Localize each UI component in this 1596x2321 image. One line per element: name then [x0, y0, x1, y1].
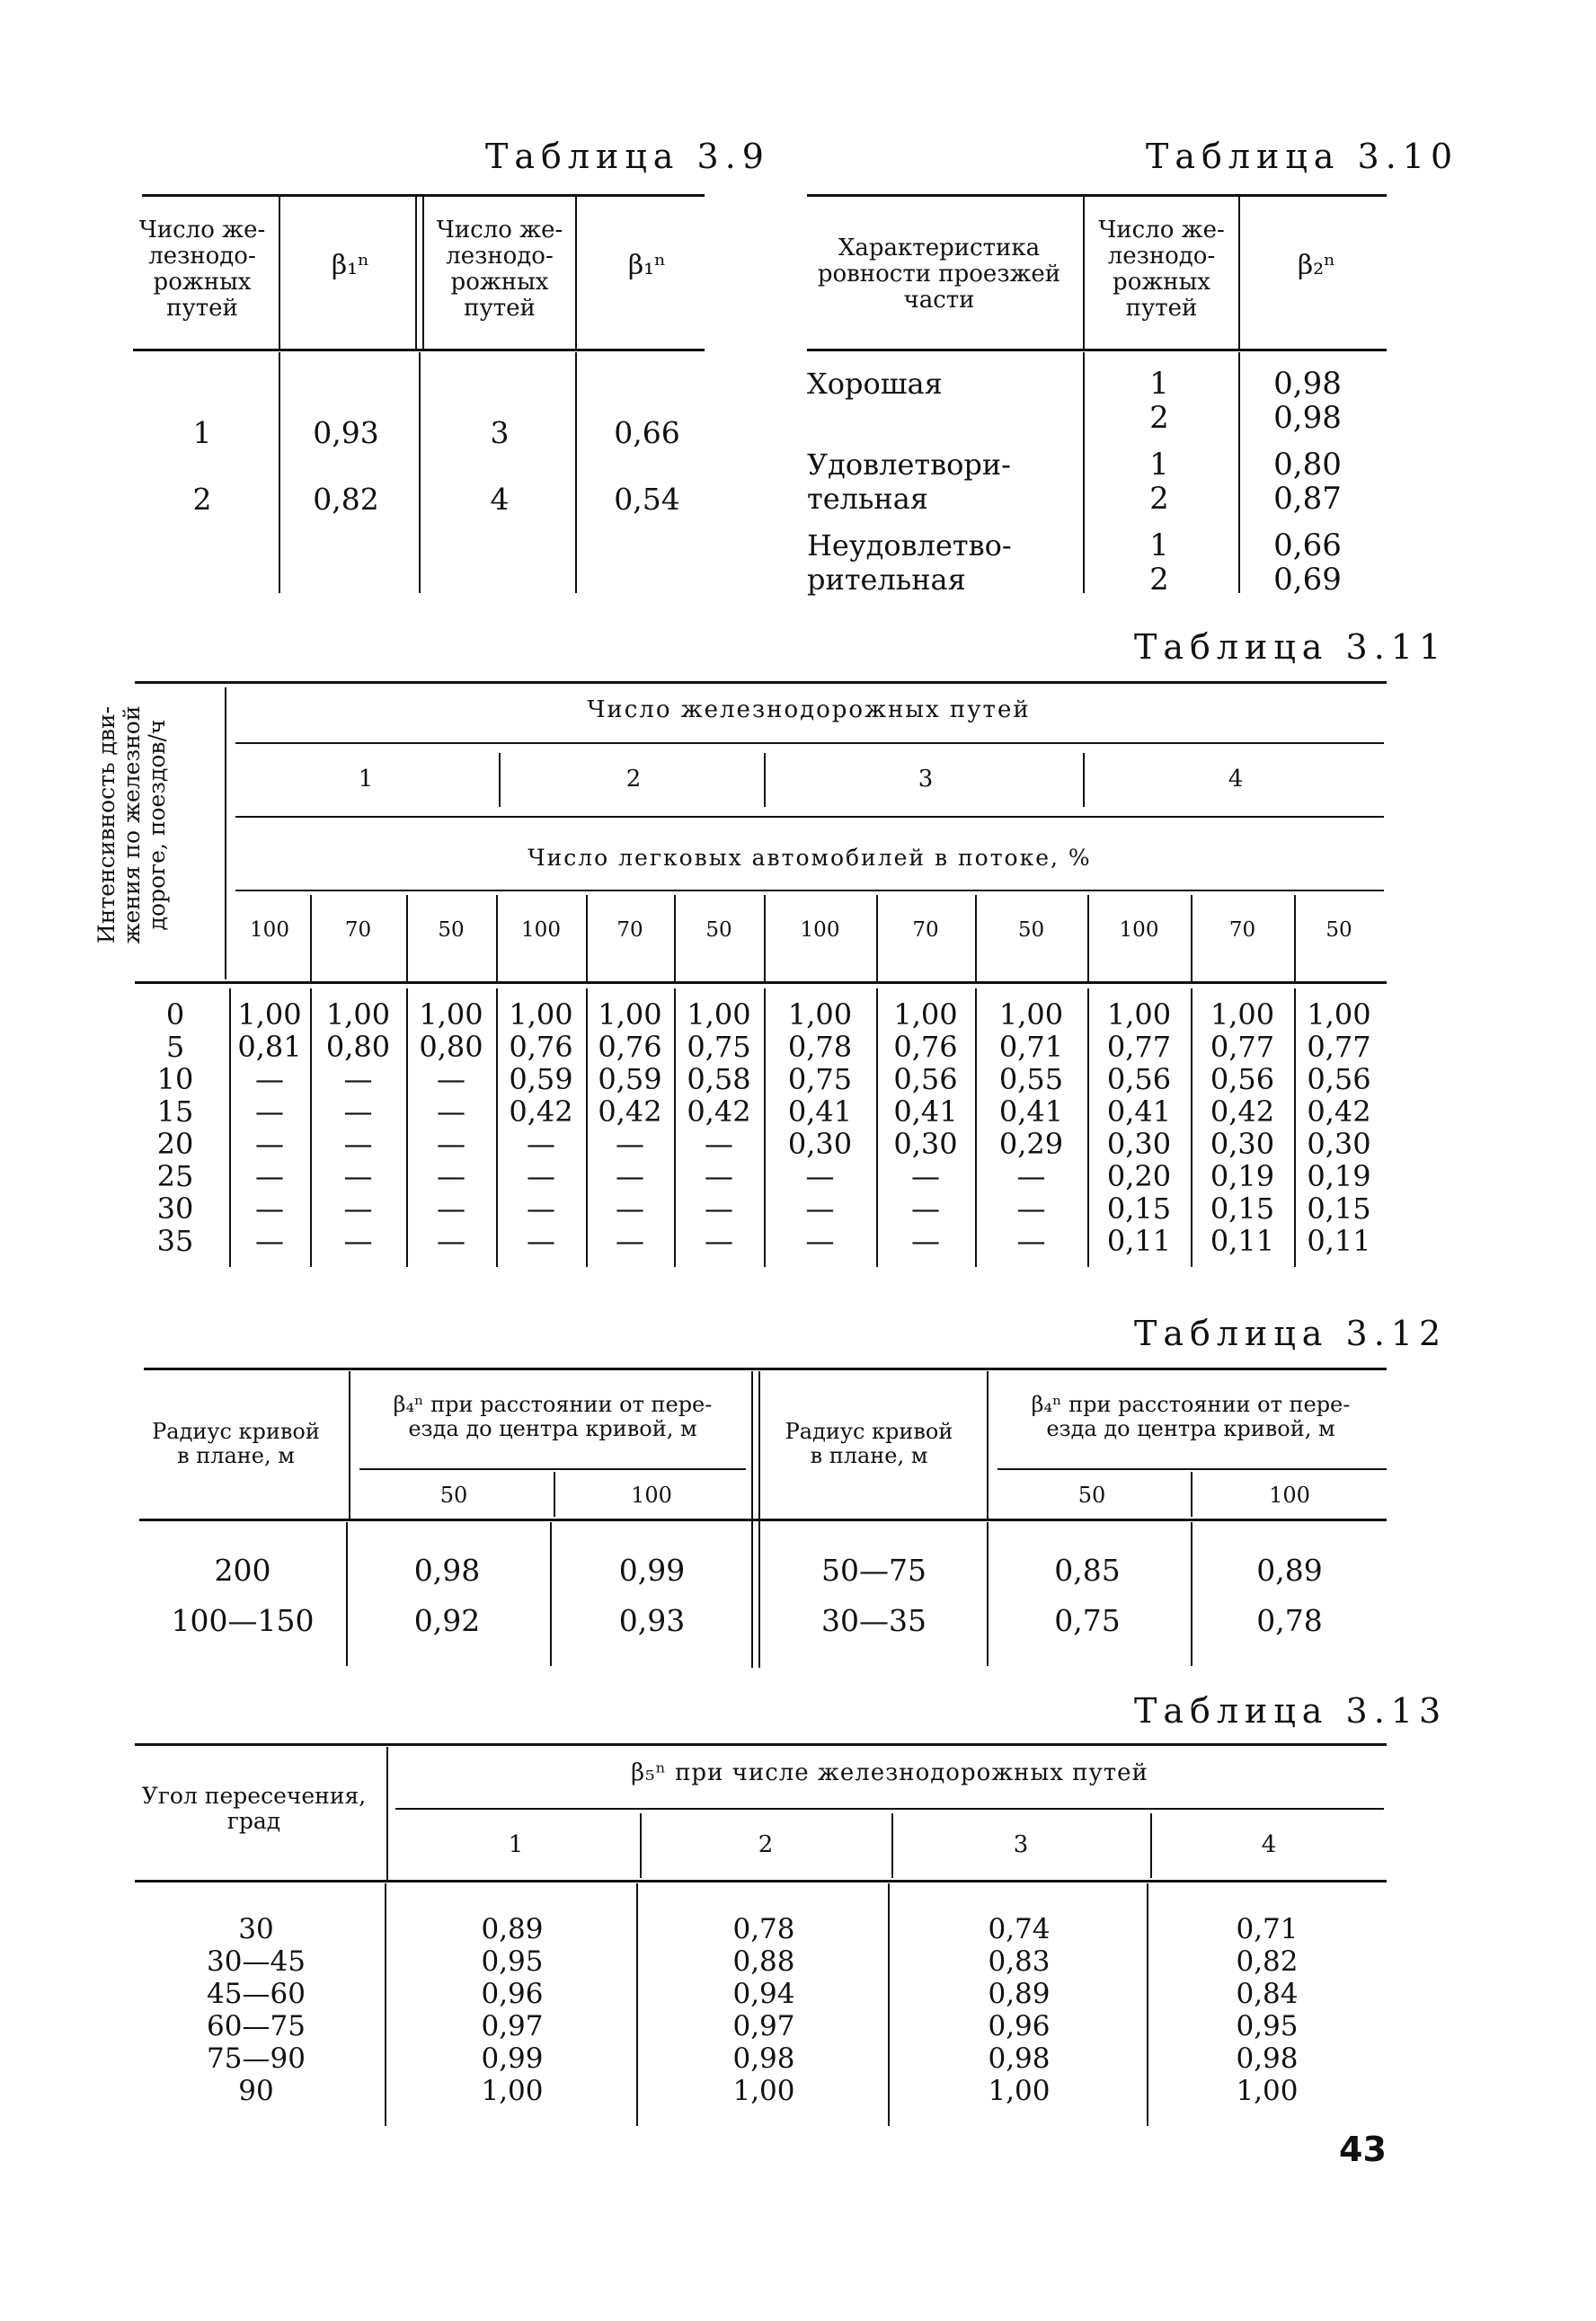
beta-value: 0,99: [618, 1553, 686, 1588]
intensity-value: 30: [156, 1192, 194, 1226]
beta-value: 0,66: [1273, 527, 1342, 563]
rule: [1083, 352, 1085, 593]
beta-value: 1,00: [1236, 2075, 1299, 2107]
beta-value: 1,00: [481, 2075, 544, 2107]
rule: [1191, 1522, 1193, 1666]
beta-value: 0,92: [413, 1603, 481, 1638]
rule: [419, 352, 421, 593]
rule: [1238, 196, 1240, 349]
cell-value: —: [255, 1159, 284, 1193]
beta-value: 0,88: [732, 1945, 795, 1978]
beta-value: 0,74: [988, 1913, 1051, 1945]
col-beta-header: β₅ⁿ при числе железнодорожных путей: [631, 1759, 1148, 1786]
cell-value: —: [616, 1159, 644, 1193]
rule: [499, 753, 501, 807]
cell-value: 1,00: [419, 997, 483, 1032]
rule: [975, 988, 977, 1267]
radius-value: 50—75: [821, 1553, 927, 1588]
cell-value: 0,15: [1307, 1192, 1371, 1226]
cell-value: 0,77: [1106, 1030, 1172, 1064]
rule: [1083, 196, 1085, 349]
car-share-header: 70: [1228, 918, 1256, 942]
car-share-header: 70: [616, 918, 643, 942]
beta-value: 0,98: [1236, 2042, 1299, 2075]
cell-value: —: [1016, 1159, 1046, 1193]
beta-value: 0,78: [732, 1913, 795, 1945]
tracks-value: 4: [490, 482, 510, 517]
rule: [235, 890, 1384, 891]
beta-value: 0,97: [732, 2010, 795, 2042]
beta-value: 0,99: [481, 2042, 544, 2075]
cell-value: —: [437, 1062, 466, 1096]
cars-header: Число легковых автомобилей в потоке, %: [528, 845, 1092, 871]
rule: [496, 895, 498, 981]
rule: [386, 1747, 388, 1880]
beta-value: 0,82: [1236, 1945, 1299, 1978]
radius-value: 100—150: [171, 1603, 315, 1638]
tracks-col-3: 3: [1013, 1831, 1029, 1858]
rule: [235, 816, 1384, 818]
cell-value: —: [255, 1127, 284, 1161]
rule: [975, 895, 977, 981]
car-share-header: 50: [438, 918, 465, 942]
angle-value: 45—60: [207, 1978, 306, 2010]
cell-value: 0,41: [998, 1094, 1064, 1129]
cell-value: —: [527, 1127, 555, 1161]
beta-value: 0,89: [1256, 1553, 1323, 1588]
rule: [1294, 988, 1296, 1267]
rule: [1191, 1472, 1193, 1517]
cell-value: 0,41: [893, 1094, 958, 1129]
col-beta-header-2: β₄ⁿ при расстоянии от пере- езда до центра кривой, м: [1031, 1392, 1351, 1441]
rule: [310, 988, 312, 1267]
cell-value: —: [255, 1224, 284, 1258]
tracks-value: 3: [490, 415, 510, 450]
cell-value: 1,00: [687, 997, 751, 1032]
dist-50: 50: [439, 1483, 468, 1508]
cell-value: —: [527, 1159, 555, 1193]
cell-value: —: [805, 1159, 835, 1193]
col-beta-header: β₄ⁿ при расстоянии от пере- езда до центра кривой, м: [393, 1392, 713, 1441]
tracks-value: 1: [192, 415, 212, 450]
angle-value: 60—75: [207, 2010, 306, 2042]
cell-value: 0,71: [998, 1030, 1064, 1064]
cell-value: 1,00: [237, 997, 302, 1032]
beta-value: 1,00: [732, 2075, 795, 2107]
rule: [640, 1813, 642, 1878]
beta-value: 0,69: [1273, 562, 1342, 598]
beta-value: 0,87: [1273, 481, 1342, 517]
cell-value: 0,19: [1210, 1159, 1275, 1193]
col-beta-header: β₁ⁿ: [331, 250, 370, 281]
cell-value: 0,42: [1307, 1094, 1371, 1129]
cell-value: 0,56: [1307, 1062, 1371, 1096]
cell-value: 0,42: [509, 1094, 573, 1129]
beta-value: 0,96: [481, 1978, 544, 2010]
rule: [575, 352, 577, 593]
cell-value: 0,30: [1210, 1127, 1275, 1161]
rule: [586, 988, 588, 1267]
beta-value: 0,94: [732, 1978, 795, 2010]
tracks-col-2: 2: [758, 1831, 774, 1858]
cell-value: —: [343, 1224, 373, 1258]
rule: [1294, 895, 1296, 981]
beta-value: 0,89: [988, 1978, 1051, 2010]
rule: [279, 196, 280, 349]
radius-value: 30—35: [821, 1603, 927, 1638]
intensity-value: 0: [165, 997, 185, 1032]
beta-value: 0,80: [1273, 447, 1342, 483]
char-unsatisfactory: Неудовлетво- рительная: [807, 528, 1012, 597]
col-char-header: Характеристика ровности проезжей части: [817, 235, 1061, 314]
table-3-11-caption: Таблица 3.11: [1134, 627, 1448, 667]
rule: [346, 1522, 348, 1666]
page-number: 43: [1339, 2130, 1387, 2169]
cell-value: 0,59: [598, 1062, 662, 1096]
car-share-header: 100: [1119, 918, 1159, 942]
cell-value: 1,00: [1210, 997, 1275, 1032]
table-3-12-caption: Таблица 3.12: [1134, 1314, 1448, 1353]
cell-value: 0,55: [998, 1062, 1064, 1096]
rule: [1087, 895, 1089, 981]
intensity-value: 25: [156, 1159, 194, 1193]
car-share-header: 50: [1017, 918, 1045, 942]
rule: [496, 988, 498, 1267]
beta-value: 1,00: [988, 2075, 1051, 2107]
rule: [888, 1883, 890, 2126]
rule: [135, 981, 1387, 984]
cell-value: 0,75: [687, 1030, 751, 1064]
rule: [406, 988, 408, 1267]
intensity-value: 35: [156, 1224, 194, 1258]
rule: [586, 895, 588, 981]
table-3-9-caption: Таблица 3.9: [485, 137, 770, 176]
cell-value: 0,15: [1106, 1192, 1172, 1226]
cell-value: 0,75: [787, 1062, 853, 1096]
cell-value: —: [343, 1192, 373, 1226]
cell-value: —: [255, 1094, 284, 1129]
rule: [674, 988, 676, 1267]
rule: [807, 194, 1387, 197]
beta-value: 0,98: [732, 2042, 795, 2075]
col-beta-header-2: β₁ⁿ: [627, 250, 667, 281]
cell-value: —: [805, 1192, 835, 1226]
table-3-13-caption: Таблица 3.13: [1134, 1691, 1448, 1731]
cell-value: 0,41: [1106, 1094, 1172, 1129]
tracks-col-1: 1: [508, 1831, 524, 1858]
beta-value: 0,78: [1256, 1603, 1323, 1638]
cell-value: 0,15: [1210, 1192, 1275, 1226]
rule: [279, 352, 280, 593]
cell-value: —: [343, 1062, 373, 1096]
rule: [998, 1468, 1387, 1470]
rule: [1191, 988, 1193, 1267]
cell-value: 0,76: [598, 1030, 662, 1064]
beta-value: 0,82: [313, 482, 379, 517]
cell-value: 1,00: [893, 997, 958, 1032]
beta-value: 0,83: [988, 1945, 1051, 1978]
cell-value: 0,19: [1307, 1159, 1371, 1193]
angle-value: 30—45: [207, 1945, 306, 1978]
cell-value: 1,00: [1307, 997, 1371, 1032]
angle-value: 30: [238, 1913, 274, 1945]
rule: [674, 895, 676, 981]
rule: [1238, 352, 1240, 593]
cell-value: 0,81: [237, 1030, 302, 1064]
table-3-10-caption: Таблица 3.10: [1146, 137, 1459, 176]
cell-value: 0,11: [1210, 1224, 1275, 1258]
cell-value: 0,42: [1210, 1094, 1275, 1129]
cell-value: 0,56: [1106, 1062, 1172, 1096]
cell-value: —: [437, 1094, 466, 1129]
rule: [758, 1371, 760, 1668]
beta-value: 0,93: [313, 415, 379, 450]
cell-value: —: [437, 1159, 466, 1193]
intensity-header: Интенсивность дви- жения по железной дороге, поездов/ч: [93, 705, 170, 944]
cell-value: —: [705, 1127, 733, 1161]
tracks-value: 2: [1149, 400, 1169, 436]
beta-value: 0,98: [1273, 366, 1342, 402]
beta-value: 0,89: [481, 1913, 544, 1945]
cell-value: 1,00: [509, 997, 573, 1032]
intensity-value: 10: [156, 1062, 194, 1096]
intensity-value: 15: [156, 1094, 194, 1129]
beta-value: 0,85: [1054, 1553, 1121, 1588]
dist-50-2: 50: [1077, 1483, 1106, 1508]
cell-value: —: [616, 1224, 644, 1258]
cell-value: 0,30: [1106, 1127, 1172, 1161]
rule: [235, 742, 1384, 744]
cell-value: —: [705, 1192, 733, 1226]
cell-value: 0,76: [509, 1030, 573, 1064]
rule: [1083, 753, 1085, 807]
cell-value: 0,42: [598, 1094, 662, 1129]
cell-value: —: [343, 1094, 373, 1129]
rule: [550, 1522, 552, 1666]
tracks-value: 2: [1149, 562, 1169, 598]
cell-value: —: [911, 1159, 940, 1193]
rule: [415, 196, 417, 349]
cell-value: —: [527, 1224, 555, 1258]
beta-value: 0,98: [988, 2042, 1051, 2075]
rule: [225, 687, 226, 979]
rule: [1087, 988, 1089, 1267]
angle-value: 90: [238, 2075, 274, 2107]
tracks-value: 2: [192, 482, 212, 517]
rule: [1191, 895, 1193, 981]
tracks-header: Число железнодорожных путей: [587, 696, 1031, 723]
car-share-header: 70: [912, 918, 939, 942]
angle-value: 75—90: [207, 2042, 306, 2075]
col-radius-header: Радиус кривой в плане, м: [152, 1419, 320, 1468]
rule: [1147, 1883, 1148, 2126]
tracks-col-2: 2: [625, 766, 642, 793]
cell-value: 0,76: [893, 1030, 958, 1064]
beta-value: 0,98: [413, 1553, 481, 1588]
cell-value: —: [1016, 1224, 1046, 1258]
cell-value: 0,80: [325, 1030, 391, 1064]
cell-value: —: [255, 1062, 284, 1096]
cell-value: —: [437, 1192, 466, 1226]
rule: [139, 1519, 1387, 1521]
rule: [406, 895, 408, 981]
cell-value: 0,30: [893, 1127, 958, 1161]
rule: [751, 1371, 753, 1668]
beta-value: 0,97: [481, 2010, 544, 2042]
rule: [764, 895, 766, 981]
rule: [135, 1743, 1387, 1746]
beta-value: 0,98: [1273, 400, 1342, 436]
col-beta-header: β₂ⁿ: [1297, 250, 1336, 281]
rule: [575, 196, 577, 349]
tracks-value: 2: [1149, 481, 1169, 517]
cell-value: —: [527, 1192, 555, 1226]
beta-value: 0,54: [614, 482, 680, 517]
dist-100: 100: [631, 1483, 672, 1508]
cell-value: —: [1016, 1192, 1046, 1226]
cell-value: 0,77: [1307, 1030, 1371, 1064]
tracks-col-4: 4: [1228, 766, 1244, 793]
radius-value: 200: [214, 1553, 271, 1588]
car-share-header: 100: [250, 918, 289, 942]
car-share-header: 50: [705, 918, 732, 942]
cell-value: 0,78: [787, 1030, 853, 1064]
cell-value: —: [805, 1224, 835, 1258]
car-share-header: 100: [521, 918, 561, 942]
tracks-value: 1: [1149, 527, 1169, 563]
rule: [987, 1522, 989, 1666]
beta-value: 0,71: [1236, 1913, 1299, 1945]
col-tracks-header: Число же- лезнодо- рожных путей: [1098, 217, 1225, 323]
intensity-value: 5: [165, 1030, 185, 1064]
tracks-value: 1: [1149, 447, 1169, 483]
cell-value: 0,59: [509, 1062, 573, 1096]
cell-value: —: [705, 1224, 733, 1258]
cell-value: —: [437, 1127, 466, 1161]
cell-value: 0,30: [1307, 1127, 1371, 1161]
cell-value: 0,77: [1210, 1030, 1275, 1064]
cell-value: —: [343, 1159, 373, 1193]
beta-value: 0,75: [1054, 1603, 1121, 1638]
char-satisfactory: Удовлетвори- тельная: [807, 447, 1011, 516]
rule: [876, 988, 878, 1267]
rule: [876, 895, 878, 981]
car-share-header: 100: [800, 918, 840, 942]
rule: [554, 1472, 555, 1517]
dist-100-2: 100: [1269, 1483, 1310, 1508]
cell-value: 0,58: [687, 1062, 751, 1096]
cell-value: 0,42: [687, 1094, 751, 1129]
col-angle-header: Угол пересечения, град: [141, 1783, 367, 1834]
cell-value: 1,00: [598, 997, 662, 1032]
col-radius-header-2: Радиус кривой в плане, м: [785, 1419, 953, 1468]
rule: [636, 1883, 638, 2126]
rule: [135, 681, 1387, 684]
rule: [349, 1371, 350, 1519]
cell-value: —: [616, 1127, 644, 1161]
cell-value: 0,11: [1307, 1224, 1371, 1258]
cell-value: —: [911, 1192, 940, 1226]
cell-value: 0,41: [787, 1094, 853, 1129]
cell-value: —: [255, 1192, 284, 1226]
rule: [891, 1813, 893, 1878]
cell-value: —: [437, 1224, 466, 1258]
rule: [1150, 1813, 1152, 1878]
beta-value: 0,95: [481, 1945, 544, 1978]
beta-value: 0,84: [1236, 1978, 1299, 2010]
cell-value: —: [911, 1224, 940, 1258]
tracks-col-3: 3: [918, 766, 934, 793]
cell-value: 1,00: [998, 997, 1064, 1032]
rule: [807, 349, 1387, 351]
rule: [144, 1368, 1387, 1370]
cell-value: —: [705, 1159, 733, 1193]
beta-value: 0,95: [1236, 2010, 1299, 2042]
cell-value: 1,00: [325, 997, 391, 1032]
rule: [133, 349, 705, 351]
rule: [395, 1808, 1384, 1810]
char-good: Хорошая: [807, 367, 943, 401]
car-share-header: 70: [344, 918, 372, 942]
rule: [764, 988, 766, 1267]
col-tracks-header: Число же- лезнодо- рожных путей: [138, 217, 266, 323]
tracks-col-4: 4: [1261, 1831, 1277, 1858]
cell-value: —: [616, 1192, 644, 1226]
cell-value: 1,00: [787, 997, 853, 1032]
cell-value: 0,29: [998, 1127, 1064, 1161]
beta-value: 0,93: [618, 1603, 686, 1638]
cell-value: 0,56: [893, 1062, 958, 1096]
rule: [987, 1371, 989, 1519]
cell-value: 0,80: [419, 1030, 483, 1064]
rule: [764, 753, 766, 807]
rule: [229, 988, 231, 1267]
car-share-header: 50: [1326, 918, 1352, 942]
tracks-col-1: 1: [358, 766, 374, 793]
cell-value: 0,56: [1210, 1062, 1275, 1096]
intensity-value: 20: [156, 1127, 194, 1161]
cell-value: 1,00: [1106, 997, 1172, 1032]
cell-value: 0,20: [1106, 1159, 1172, 1193]
rule: [310, 895, 312, 981]
rule: [385, 1883, 386, 2126]
rule: [359, 1468, 746, 1470]
col-tracks-header-2: Число же- лезнодо- рожных путей: [436, 217, 563, 323]
rule: [422, 196, 424, 349]
tracks-value: 1: [1149, 366, 1169, 402]
beta-value: 0,96: [988, 2010, 1051, 2042]
rule: [135, 1880, 1387, 1882]
cell-value: —: [343, 1127, 373, 1161]
cell-value: 0,11: [1106, 1224, 1172, 1258]
cell-value: 0,30: [787, 1127, 853, 1161]
beta-value: 0,66: [614, 415, 680, 450]
